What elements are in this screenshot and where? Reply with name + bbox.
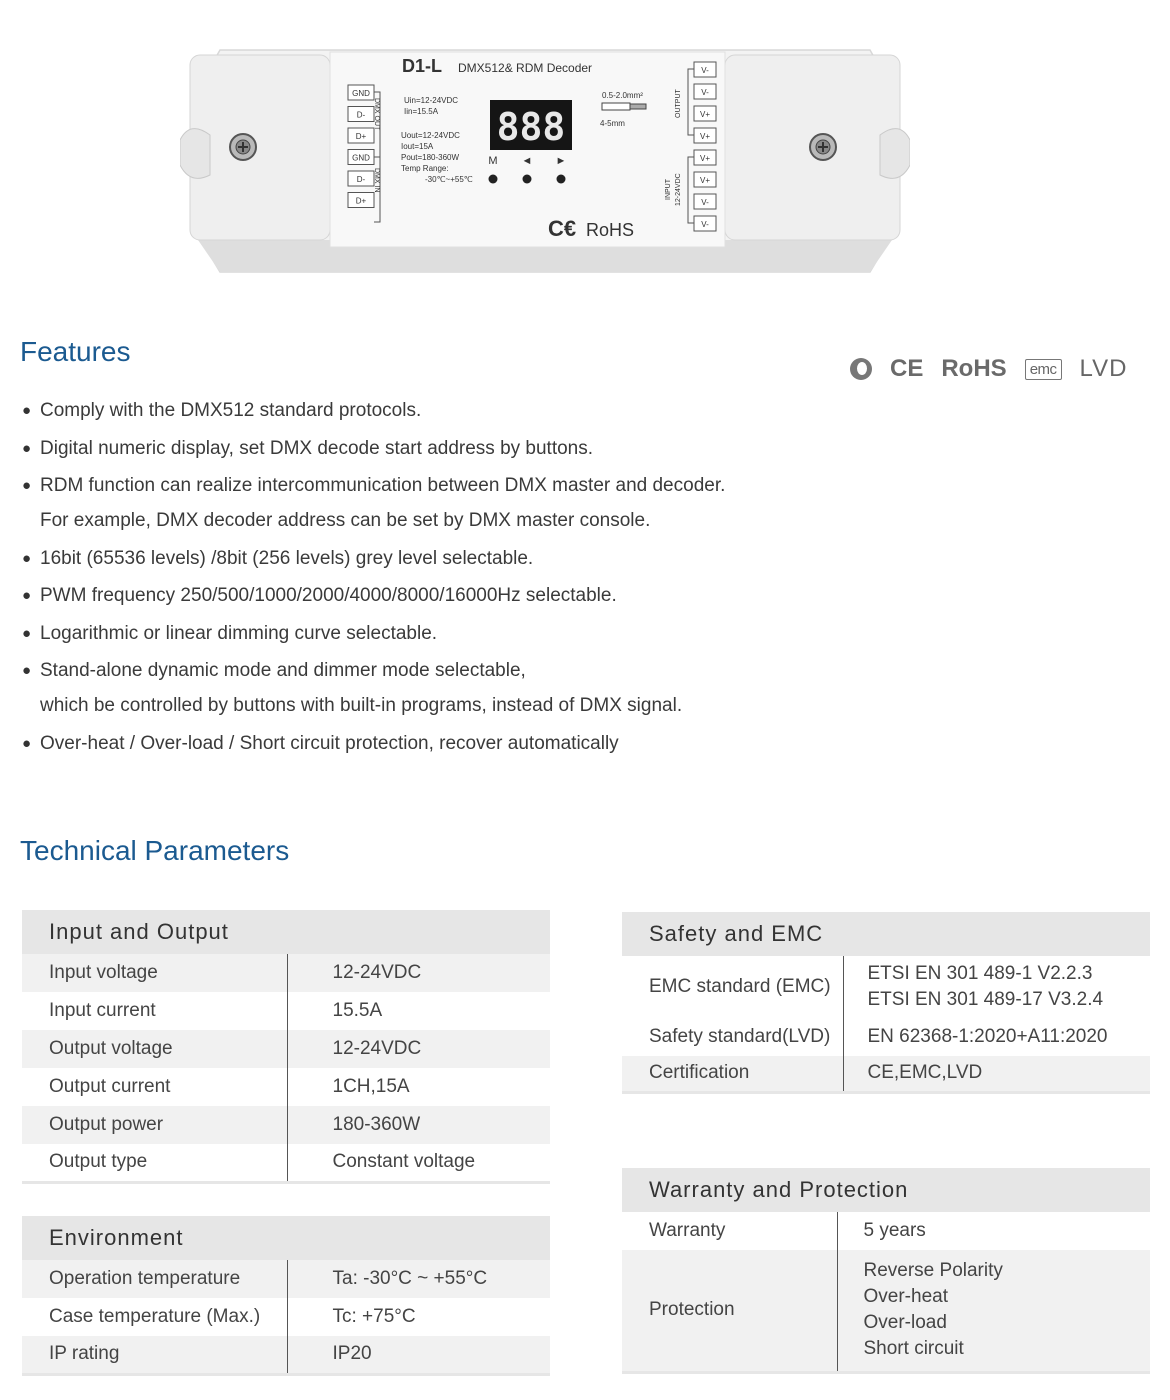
warranty-protection-table <box>622 1168 1150 1374</box>
feature-item <box>22 726 922 761</box>
param-value: CE,EMC,LVD <box>843 1056 1150 1092</box>
terminal-label: V+ <box>699 110 711 119</box>
device-button-label: ► <box>555 155 567 167</box>
device-button <box>489 175 498 184</box>
environment-table <box>22 1216 550 1376</box>
product-name: DMX512& RDM Decoder <box>458 61 593 75</box>
terminal-label: D- <box>356 175 366 184</box>
feature-item <box>22 468 922 538</box>
feature-text: ● Over-heat / Over-load / Short circuit protection, recover automatically <box>40 732 619 754</box>
param-value: ETSI EN 301 489-1 V2.2.3 ETSI EN 301 489-17 V3.2.4 <box>867 963 1104 1010</box>
param-name: Warranty <box>622 1212 837 1250</box>
terminal-label: V+ <box>699 176 711 185</box>
terminal-label: V- <box>701 220 709 229</box>
feature-text: For example, DMX decoder address can be set by DMX master console. <box>40 510 651 531</box>
ce-mark-icon: C€ <box>548 216 577 241</box>
table-row <box>22 1106 550 1144</box>
table-row <box>622 1250 1150 1372</box>
display-digits: 888 <box>496 105 566 149</box>
spec-line: Iout=15A <box>401 142 434 151</box>
param-value: Constant voltage <box>287 1144 550 1182</box>
emc-icon: emc <box>1025 359 1062 380</box>
terminal-label: V+ <box>699 154 711 163</box>
feature-text: ● PWM frequency 250/500/1000/2000/4000/8000/16000Hz selectable. <box>40 585 617 606</box>
dmx-in-label: DMX IN <box>373 168 380 193</box>
param-value: IP20 <box>287 1336 550 1374</box>
table-row <box>622 1018 1150 1056</box>
param-name: Protection <box>622 1250 837 1372</box>
param-value: Ta: -30°C ~ +55°C <box>287 1260 550 1298</box>
screw-icon <box>810 134 836 160</box>
model-name: D1-L <box>402 56 442 76</box>
terminal-label: GND <box>352 153 370 163</box>
param-name: Input voltage <box>22 954 287 992</box>
output-label: OUTPUT <box>675 89 682 118</box>
input-label: INPUT <box>665 179 672 200</box>
param-name: IP rating <box>22 1336 287 1374</box>
feature-item <box>22 393 922 428</box>
table-row <box>22 1336 550 1374</box>
spec-line: -30℃~+55℃ <box>425 175 473 184</box>
feature-text: ● Digital numeric display, set DMX decode start address by buttons. <box>40 437 594 459</box>
table-row <box>22 954 550 992</box>
table-row <box>622 1212 1150 1250</box>
param-name: EMC standard (EMC) <box>622 956 843 1018</box>
device-button-label: ◄ <box>521 155 533 167</box>
device-button <box>523 175 532 184</box>
spec-line: Uout=12-24VDC <box>401 131 460 140</box>
terminal-label: GND <box>352 89 370 98</box>
feature-text: ● 16bit (65536 levels) /8bit (256 levels) grey level selectable. <box>40 547 534 569</box>
terminal-label: V- <box>701 198 709 207</box>
table-row <box>22 1298 550 1336</box>
spec-line: Temp Range: <box>401 164 449 173</box>
screw-icon <box>230 134 256 160</box>
spec-line: Pout=180-360W <box>401 153 460 162</box>
product-image <box>180 40 910 280</box>
feature-text: which be controlled by buttons with built-in programs, instead of DMX signal. <box>40 695 683 716</box>
feature-text: ● Logarithmic or linear dimming curve selectable. <box>40 622 438 644</box>
param-name: Output current <box>22 1068 287 1106</box>
table-row <box>22 1068 550 1106</box>
param-name: Output voltage <box>22 1030 287 1068</box>
param-name: Operation temperature <box>22 1260 287 1298</box>
param-name: Certification <box>622 1056 843 1092</box>
certification-icons <box>850 355 1127 383</box>
spec-line: Uin=12-24VDC <box>404 96 459 105</box>
table-row <box>622 1056 1150 1092</box>
table-header: Input and Output <box>49 919 229 944</box>
wire-gauge-label: 0.5-2.0mm² <box>602 91 643 100</box>
table-row <box>22 1260 550 1298</box>
terminal-label: D+ <box>355 196 367 206</box>
strip-length-label: 4-5mm <box>600 119 625 128</box>
features-title: Features <box>20 336 131 367</box>
safety-emc-table <box>622 912 1150 1094</box>
lvd-icon: LVD <box>1079 355 1128 382</box>
feature-text: ● Stand-alone dynamic mode and dimmer mode selectable, <box>40 660 526 681</box>
table-header: Safety and EMC <box>649 921 824 946</box>
table-row <box>22 1030 550 1068</box>
param-name: Safety standard(LVD) <box>622 1018 843 1056</box>
table-header: Environment <box>49 1225 184 1250</box>
terminal-label: D- <box>356 110 366 120</box>
feature-item <box>22 541 922 576</box>
param-name: Output type <box>22 1144 287 1182</box>
device-button-label: M <box>488 155 498 167</box>
table-row <box>22 992 550 1030</box>
table-row <box>622 956 1150 1018</box>
table-header: Warranty and Protection <box>649 1177 909 1202</box>
terminal-label: V- <box>701 66 709 75</box>
param-name: Input current <box>22 992 287 1030</box>
input-output-table <box>22 910 550 1184</box>
dmx-out-label: DMX OUT <box>373 98 380 131</box>
rohs-mark: RoHS <box>586 220 635 240</box>
spec-line: Iin=15.5A <box>404 107 439 116</box>
cb-mark-icon <box>850 358 872 380</box>
param-name: Case temperature (Max.) <box>22 1298 287 1336</box>
device-button <box>557 175 566 184</box>
terminal-label: D+ <box>355 132 367 141</box>
feature-item <box>22 578 922 613</box>
terminal-label: V- <box>701 88 709 97</box>
param-value: 15.5A <box>332 1000 383 1021</box>
table-row <box>22 1144 550 1182</box>
param-value: 180-360W <box>287 1106 550 1144</box>
feature-item <box>22 431 922 466</box>
feature-text: ● Comply with the DMX512 standard protocols. <box>40 400 422 421</box>
param-value: 5 years <box>863 1220 926 1241</box>
param-name: Output power <box>22 1106 287 1144</box>
param-value: 12-24VDC <box>287 1030 550 1068</box>
feature-text: ● RDM function can realize intercommunication between DMX master and decoder. <box>40 475 726 496</box>
feature-item <box>22 616 922 651</box>
param-value: EN 62368-1:2020+A11:2020 <box>867 1026 1108 1047</box>
feature-item <box>22 653 922 723</box>
rohs-icon: RoHS <box>941 355 1007 382</box>
ce-icon: CE <box>890 355 924 382</box>
param-value: 12-24VDC <box>287 954 550 992</box>
terminal-label: V+ <box>699 132 711 141</box>
tech-params-title: Technical Parameters <box>20 835 290 866</box>
input-voltage-label: 12-24VDC <box>675 173 682 206</box>
feature-list <box>22 393 922 763</box>
param-value: 1CH,15A <box>332 1076 410 1097</box>
param-value: Reverse Polarity Over-heat Over-load Short circuit <box>837 1250 1150 1372</box>
param-value: Tc: +75°C <box>332 1306 416 1327</box>
